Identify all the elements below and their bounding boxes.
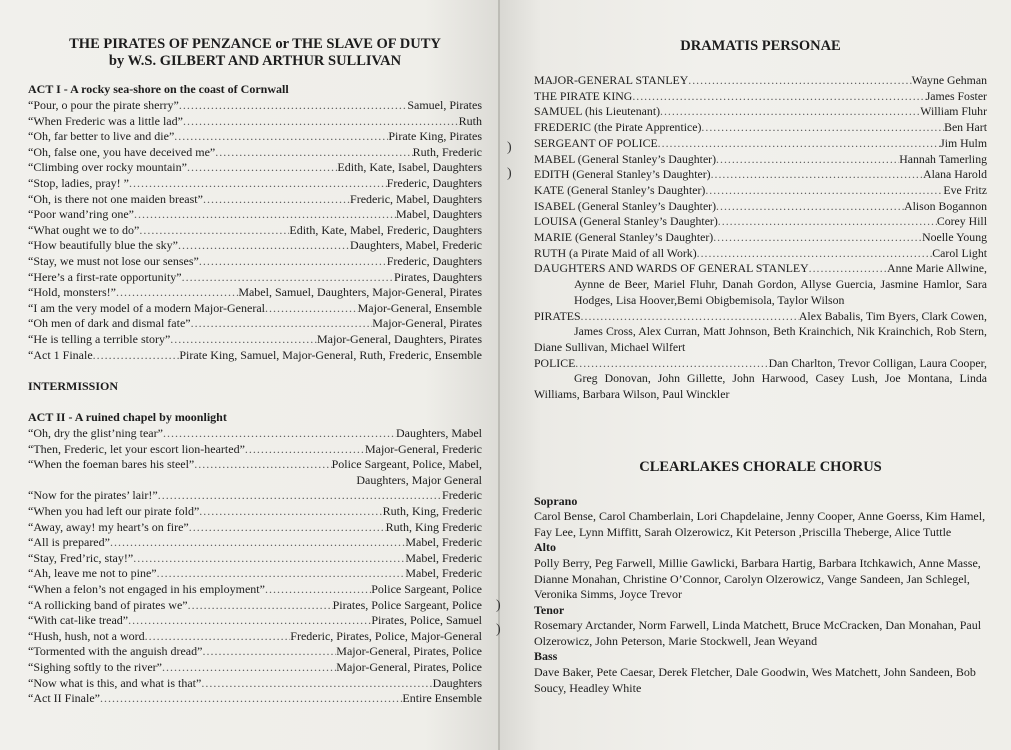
cast-credit: Eve Fritz xyxy=(943,182,987,197)
song-row xyxy=(28,566,482,582)
cast-title: KATE (General Stanley’s Daughter) xyxy=(534,182,706,197)
dot-leader xyxy=(265,301,358,317)
dot-leader xyxy=(134,207,396,223)
cast-row xyxy=(534,199,987,215)
song-title: “When the foeman bares his steel” xyxy=(28,457,195,472)
song-credit: Daughters, Mabel xyxy=(396,426,482,441)
soprano-names: Carol Bense, Carol Chamberlain, Lori Chapdelaine, Jenny Cooper, Anne Goerss, Kim Hamel, Fay Lee, Lynn Miffitt, Sarah Olzerowicz, Kit Peterson ,Priscilla Theberge, Alice Tuttle xyxy=(534,509,986,539)
song-title: “Hush, hush, not a word xyxy=(28,628,145,643)
bleed-through-mark: ) xyxy=(496,598,501,613)
song-credit: Ruth, King, Frederic xyxy=(382,504,482,519)
song-row xyxy=(28,129,482,145)
alto-names: Polly Berry, Peg Farwell, Millie Gawlicki, Barbara Hartig, Barbara Itchkawich, Anne Masse, Dianne Monahan, Christine O’Connor, Carolyn Olzerowicz, Vange Sandeen, Jan Schlegel, Veronika Simms, Joyce Trevor xyxy=(534,555,981,602)
song-row xyxy=(28,660,482,676)
song-row xyxy=(28,457,482,473)
song-row xyxy=(28,426,482,442)
dot-leader xyxy=(718,214,937,230)
song-title: “Oh, is there not one maiden breast” xyxy=(28,191,203,206)
cast-title: LOUISA (General Stanley’s Daughter) xyxy=(534,214,718,229)
cast-title: ISABEL (General Stanley’s Daughter) xyxy=(534,198,717,213)
dot-leader xyxy=(100,691,402,707)
song-row xyxy=(28,98,482,114)
song-row xyxy=(28,223,482,239)
cast-title: MABEL (General Stanley’s Daughter) xyxy=(534,151,717,166)
song-row xyxy=(28,176,482,192)
dot-leader xyxy=(179,98,408,114)
soprano-label: Soprano xyxy=(534,493,578,508)
song-credit: Major-General, Pirates, Police xyxy=(336,660,482,674)
cast-actors-cont: Aynne de Beer, Mariel Fluhr, Danah Gordon, Allyse Guercia, Jasmine Hamlor, Sara Hodges, Lisa Hoover,Bemi Obigbemisola, Taylor Wilson xyxy=(574,277,987,307)
song-credit: Mabel, Frederic xyxy=(405,535,482,550)
dot-leader xyxy=(215,145,412,161)
dot-leader xyxy=(158,488,442,504)
song-title: “Oh, far better to live and die” xyxy=(28,129,175,144)
cast-row xyxy=(534,136,987,152)
song-credit: Major-General, Daughters, Pirates xyxy=(316,331,482,346)
cast-row xyxy=(534,89,987,105)
song-title: “Here’s a first-rate opportunity” xyxy=(28,269,182,284)
song-title: “Now what is this, and what is that” xyxy=(28,675,202,690)
cast-row xyxy=(534,183,987,199)
song-title: “Oh men of dark and dismal fate” xyxy=(28,316,191,331)
song-title: “When Frederic was a little lad” xyxy=(28,113,183,128)
song-row xyxy=(28,644,482,660)
song-row xyxy=(28,114,482,130)
cast-actors-cont: James Cross, Alex Curran, Matt Johnson, Beth Krainchich, Nik Krainchich, Rob Stern, Diane Sullivan, Michael Wilfert xyxy=(534,324,987,354)
song-row xyxy=(28,598,482,614)
dot-leader xyxy=(182,270,394,286)
dot-leader xyxy=(157,566,406,582)
dot-leader xyxy=(178,238,350,254)
song-row xyxy=(28,207,482,223)
song-title: “He is telling a terrible story” xyxy=(28,331,171,346)
song-title: “Ah, leave me not to pine” xyxy=(28,566,157,581)
cast-row xyxy=(534,246,987,262)
cast-title: SAMUEL (his Lieutenant) xyxy=(534,104,661,119)
bleed-through-mark: ) xyxy=(496,622,501,637)
dot-leader xyxy=(110,535,405,551)
dot-leader xyxy=(697,246,933,262)
song-title: “Act 1 Finale xyxy=(28,347,93,362)
cast-actors-cont: Greg Donovan, John Gillette, John Harwood, Casey Lush, Joe Montana, Linda Williams, Barbara Wilson, Paul Winckler xyxy=(534,371,987,402)
cast-title: MARIE (General Stanley’s Daughter) xyxy=(534,230,714,245)
song-credit: Samuel, Pirates xyxy=(407,98,482,112)
cast-row xyxy=(534,104,987,120)
dot-leader xyxy=(716,199,904,215)
song-credit: Mabel, Frederic xyxy=(405,566,482,581)
dot-leader xyxy=(128,613,371,629)
tenor-label: Tenor xyxy=(534,602,565,617)
dot-leader xyxy=(199,504,382,520)
cast-credit: Corey Hill xyxy=(936,214,987,229)
cast-credit: Wayne Gehman xyxy=(911,73,987,87)
song-row xyxy=(28,442,482,458)
dot-leader xyxy=(170,332,317,348)
cast-actor: Anne Marie Allwine, xyxy=(887,261,987,276)
dot-leader xyxy=(245,442,365,458)
song-credit: Major-General, Ensemble xyxy=(357,300,482,315)
left-page xyxy=(0,0,500,750)
song-row xyxy=(28,348,482,364)
cast-list xyxy=(534,73,987,261)
cast-credit: Ben Hart xyxy=(944,120,987,135)
dot-leader xyxy=(199,254,387,270)
song-credit: Police Sargeant, Police, Mabel, xyxy=(331,457,482,472)
cast-credit: William Fluhr xyxy=(920,104,987,119)
pirates-entry xyxy=(534,309,987,356)
song-row xyxy=(28,316,482,332)
song-credit: Daughters xyxy=(432,675,482,690)
dot-leader xyxy=(187,160,337,176)
dot-leader xyxy=(688,73,911,89)
song-row xyxy=(28,285,482,301)
dot-leader xyxy=(93,348,180,364)
song-title: “I am the very model of a modern Major-General xyxy=(28,300,265,315)
dot-leader xyxy=(174,129,388,145)
dot-leader xyxy=(183,114,459,130)
cast-credit: Noelle Young xyxy=(922,230,987,245)
song-title: “Stop, ladies, pray! ” xyxy=(28,175,129,190)
dot-leader xyxy=(191,316,373,332)
cast-row xyxy=(534,167,987,183)
song-row xyxy=(28,192,482,208)
dot-leader xyxy=(116,285,238,301)
song-credit: Frederic xyxy=(442,488,482,503)
song-title: “Oh, dry the glist’ning tear” xyxy=(28,426,163,441)
song-title: “A rollicking band of pirates we” xyxy=(28,597,188,612)
cast-title: MAJOR-GENERAL STANLEY xyxy=(534,73,689,87)
song-title: “When a felon’s not engaged in his employment” xyxy=(28,582,265,597)
dot-leader xyxy=(129,176,387,192)
dot-leader xyxy=(201,676,432,692)
song-title: “All is prepared” xyxy=(28,535,110,550)
dot-leader xyxy=(711,167,924,183)
song-credit: Ruth, Frederic xyxy=(412,144,482,159)
dot-leader xyxy=(188,598,333,614)
dot-leader xyxy=(701,120,944,136)
cast-title: SERGEANT OF POLICE xyxy=(534,135,658,150)
dot-leader xyxy=(632,89,925,105)
dot-leader xyxy=(705,183,943,199)
dot-leader xyxy=(133,551,405,567)
song-credit: Pirate King, Pirates xyxy=(388,129,482,144)
tenor-names: Rosemary Arctander, Norm Farwell, Linda Matchett, Bruce McCracken, Dan Monahan, Paul Olzerowicz, John Peterson, Marie Stockwell, Jean Weyand xyxy=(534,618,982,648)
song-title: “Hold, monsters!” xyxy=(28,285,116,300)
song-row xyxy=(28,504,482,520)
song-credit: Frederic, Pirates, Police, Major-General xyxy=(290,628,482,643)
song-title: “Tormented with the anguish dread” xyxy=(28,644,203,659)
bass-names: Dave Baker, Pete Caesar, Derek Fletcher, Dale Goodwin, Wes Matchett, John Sandeen, Bob Soucy, Headley White xyxy=(534,664,976,695)
cast-actor: Alex Babalis, Tim Byers, Clark Cowen, xyxy=(798,308,987,323)
cast-row xyxy=(534,214,987,230)
song-credit-cont: Daughters, Major General xyxy=(356,472,482,487)
dot-leader xyxy=(203,192,350,208)
dot-leader xyxy=(163,426,396,442)
police-entry xyxy=(534,356,987,403)
bass-label: Bass xyxy=(534,649,558,664)
song-credit: Daughters, Mabel, Frederic xyxy=(350,238,482,253)
dot-leader xyxy=(713,230,922,246)
song-credit: Frederic, Daughters xyxy=(386,253,482,268)
song-credit: Pirates, Police Sargeant, Police xyxy=(332,597,482,612)
cast-row xyxy=(534,230,987,246)
song-title: “What ought we to do” xyxy=(28,222,140,237)
song-row xyxy=(28,551,482,567)
daughters-entry xyxy=(534,261,987,308)
program-title: THE PIRATES OF PENZANCE or THE SLAVE OF DUTY xyxy=(69,36,441,52)
song-row xyxy=(28,254,482,270)
song-title: “Pour, o pour the pirate sherry” xyxy=(28,98,179,112)
song-credit: Police Sargeant, Police xyxy=(371,582,482,597)
act1-heading: ACT I - A rocky sea-shore on the coast of Cornwall xyxy=(28,82,289,96)
song-credit: Edith, Kate, Mabel, Frederic, Daughters xyxy=(289,222,482,237)
song-title: “Stay, Fred’ric, stay!” xyxy=(28,550,134,565)
song-credit: Entire Ensemble xyxy=(402,691,482,706)
alto-label: Alto xyxy=(534,540,556,555)
dramatis-personae-heading: DRAMATIS PERSONAE xyxy=(680,38,841,54)
cast-role: PIRATES xyxy=(534,308,581,323)
song-credit: Mabel, Daughters xyxy=(396,207,482,222)
act1-song-list xyxy=(28,98,482,363)
song-title: “Act II Finale” xyxy=(28,691,100,706)
cast-title: RUTH (a Pirate Maid of all Work) xyxy=(534,245,697,260)
song-credit: Frederic, Mabel, Daughters xyxy=(350,191,482,206)
cast-row xyxy=(534,120,987,136)
dot-leader xyxy=(202,644,336,660)
song-row xyxy=(28,520,482,536)
song-title: “Now for the pirates’ lair!” xyxy=(28,488,158,503)
bleed-through-mark: ) xyxy=(507,166,512,181)
act2-song-list xyxy=(28,426,482,707)
song-row xyxy=(28,691,482,707)
cast-role: DAUGHTERS AND WARDS OF GENERAL STANLEY xyxy=(534,261,809,276)
song-title: “Climbing over rocky mountain” xyxy=(28,160,187,175)
song-title: “Then, Frederic, let your escort lion-hearted” xyxy=(28,441,245,456)
dot-leader xyxy=(145,629,291,645)
song-credit: Pirates, Police, Samuel xyxy=(371,613,482,628)
dot-leader xyxy=(139,223,289,239)
song-credit: Mabel, Samuel, Daughters, Major-General, Pirates xyxy=(238,285,482,300)
song-row xyxy=(28,535,482,551)
cast-role: POLICE xyxy=(534,355,576,370)
cast-credit: Hannah Tamerling xyxy=(899,151,987,166)
song-title: “Sighing softly to the river” xyxy=(28,660,162,674)
dot-leader xyxy=(162,660,336,676)
cast-credit: James Foster xyxy=(925,88,987,103)
song-credit: Frederic, Daughters xyxy=(386,175,482,190)
song-row xyxy=(28,332,482,348)
song-row xyxy=(28,488,482,504)
song-title: “With cat-like tread” xyxy=(28,613,129,628)
cast-credit: Alison Bogannon xyxy=(904,198,987,213)
dot-leader xyxy=(658,136,940,152)
song-title: “How beautifully blue the sky” xyxy=(28,238,178,253)
song-credit: Major-General, Pirates xyxy=(372,316,482,331)
song-row xyxy=(28,238,482,254)
cast-title: THE PIRATE KING xyxy=(534,88,633,103)
song-row xyxy=(28,301,482,317)
right-page xyxy=(500,0,1011,750)
cast-row xyxy=(534,152,987,168)
cast-row xyxy=(534,73,987,89)
song-credit: Ruth xyxy=(458,113,482,128)
song-row xyxy=(28,582,482,598)
dot-leader xyxy=(265,582,371,598)
song-credit: Major-General, Pirates, Police xyxy=(336,644,482,659)
dot-leader xyxy=(194,457,331,473)
cast-title: FREDERIC (the Pirate Apprentice) xyxy=(534,120,702,135)
dot-leader xyxy=(660,104,920,120)
song-row xyxy=(28,629,482,645)
song-row xyxy=(28,270,482,286)
song-credit: Major-General, Frederic xyxy=(364,441,482,456)
song-row xyxy=(28,160,482,176)
cast-title: EDITH (General Stanley’s Daughter) xyxy=(534,167,711,182)
bleed-through-mark: ) xyxy=(507,140,512,155)
song-title: “Poor wand’ring one” xyxy=(28,207,134,222)
song-title: “Away, away! my heart’s on fire” xyxy=(28,519,189,534)
song-title: “When you had left our pirate fold” xyxy=(28,504,200,519)
cast-credit: Alana Harold xyxy=(923,167,987,182)
song-title: “Stay, we must not lose our senses” xyxy=(28,253,199,268)
song-credit: Pirate King, Samuel, Major-General, Ruth, Frederic, Ensemble xyxy=(179,347,482,362)
act2-heading: ACT II - A ruined chapel by moonlight xyxy=(28,410,227,425)
chorus-heading: CLEARLAKES CHORALE CHORUS xyxy=(639,458,882,475)
song-credit: Pirates, Daughters xyxy=(394,269,482,284)
dot-leader xyxy=(716,152,899,168)
program-authors: by W.S. GILBERT AND ARTHUR SULLIVAN xyxy=(108,53,402,69)
cast-credit: Carol Light xyxy=(932,245,987,260)
cast-actor: Dan Charlton, Trevor Colligan, Laura Cooper, xyxy=(768,355,987,370)
song-row xyxy=(28,145,482,161)
song-row xyxy=(28,676,482,692)
intermission-heading: INTERMISSION xyxy=(28,379,119,394)
dot-leader xyxy=(189,520,386,536)
cast-credit: Jim Hulm xyxy=(940,135,987,150)
song-row xyxy=(28,613,482,629)
song-credit: Edith, Kate, Isabel, Daughters xyxy=(337,160,482,175)
song-credit: Ruth, King Frederic xyxy=(385,519,482,534)
song-credit: Mabel, Frederic xyxy=(405,550,482,565)
song-title: “Oh, false one, you have deceived me” xyxy=(28,144,216,159)
